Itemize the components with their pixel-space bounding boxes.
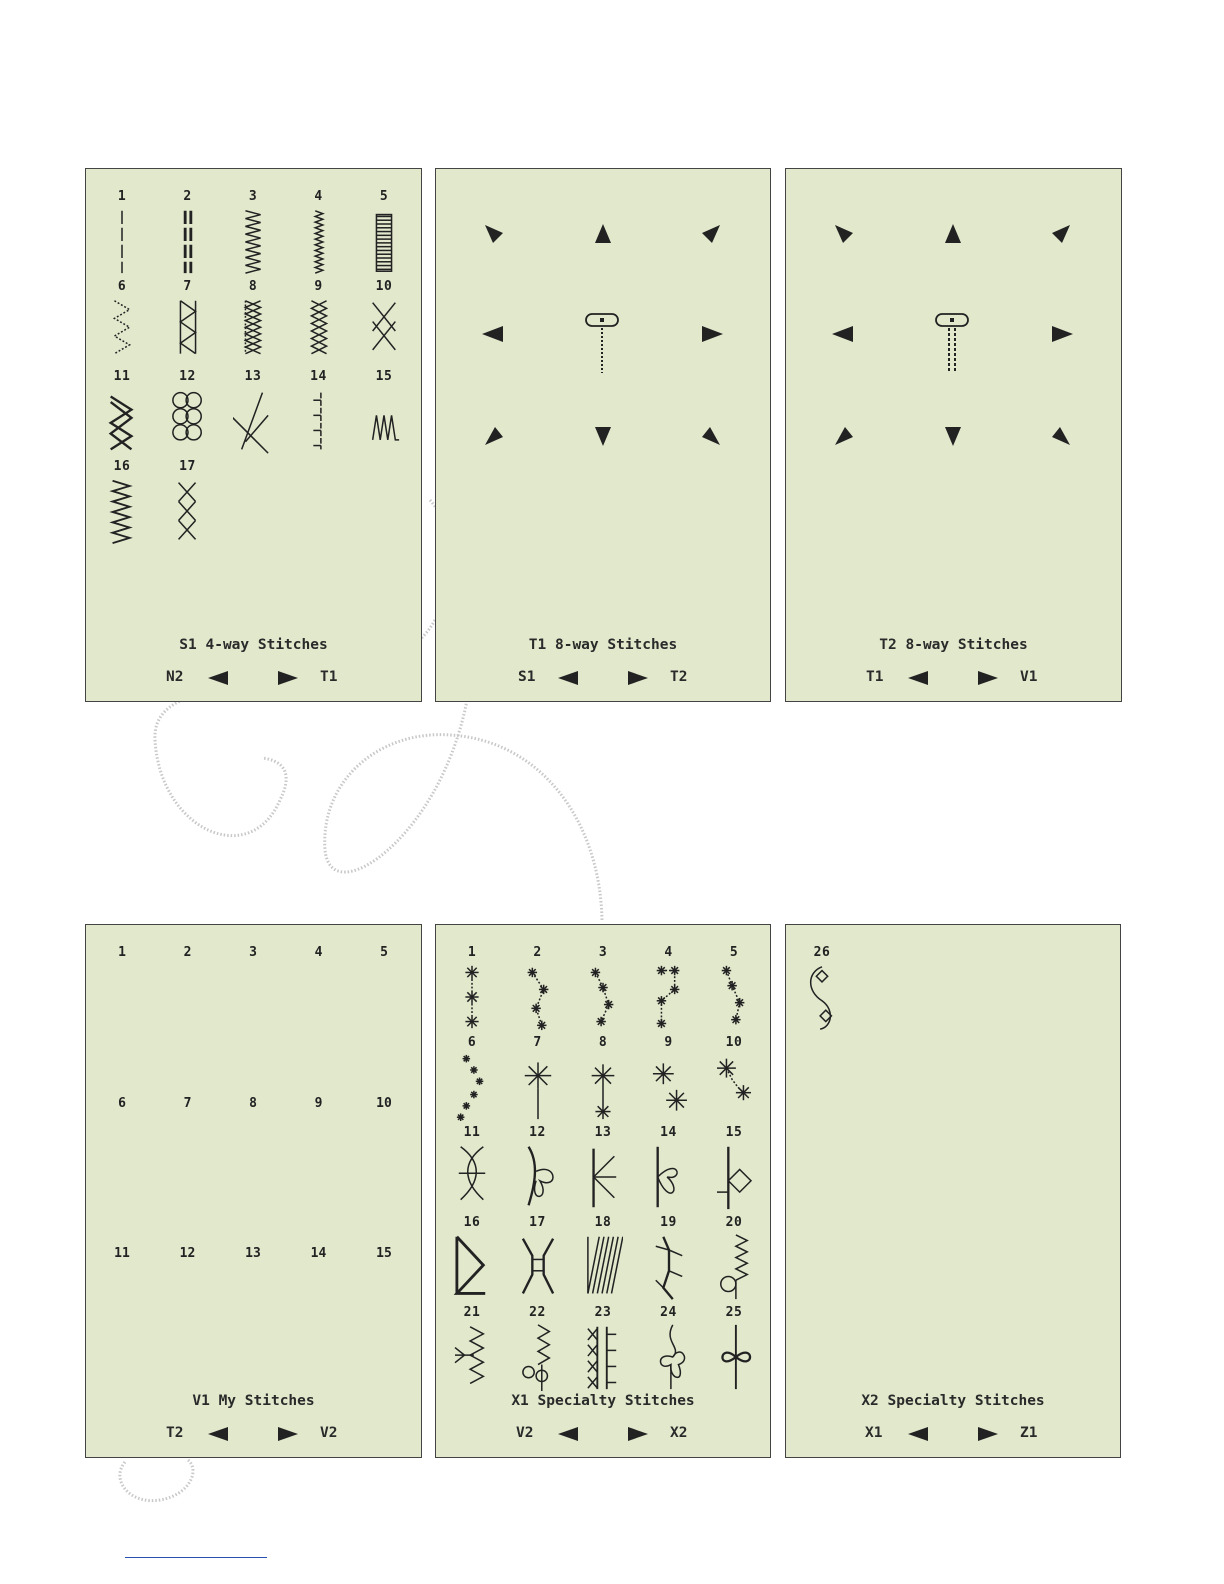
- stitch-cell[interactable]: [294, 189, 344, 279]
- stitch-number: 13: [594, 1125, 612, 1140]
- left-arrow-icon[interactable]: [481, 325, 505, 343]
- stitch-number: 8: [248, 279, 258, 294]
- stitch-number: 8: [598, 1035, 608, 1050]
- prev-page-label[interactable]: T2: [166, 1425, 184, 1441]
- stitch-cell[interactable]: [709, 1215, 759, 1305]
- diagonal-down-left-arrow-icon[interactable]: [833, 425, 855, 447]
- star-arc-icon: [714, 963, 754, 1031]
- stitch-cell[interactable]: [359, 279, 409, 369]
- stitch-cell[interactable]: [447, 1215, 497, 1305]
- honeycomb-icon: [168, 387, 208, 455]
- stitch-cell[interactable]: [644, 945, 694, 1035]
- stitch-cell[interactable]: [97, 279, 147, 369]
- my-stitch-slot[interactable]: 1: [118, 945, 126, 960]
- chevron-zigzag-icon: [102, 387, 142, 455]
- stitch-number: 26: [813, 945, 831, 960]
- diagonal-up-left-arrow-icon[interactable]: [483, 223, 505, 245]
- stitch-number: 10: [375, 279, 393, 294]
- stitch-cell[interactable]: [447, 1035, 497, 1125]
- up-arrow-icon[interactable]: [943, 223, 963, 245]
- prev-arrow-icon[interactable]: [208, 1427, 230, 1441]
- satin-stitch-icon: [364, 207, 404, 275]
- stitch-number: 3: [598, 945, 608, 960]
- lattice-icon: [452, 1143, 492, 1211]
- three-step-zigzag-icon: [299, 207, 339, 275]
- panel-title: T2 8-way Stitches: [879, 637, 1028, 653]
- next-page-label[interactable]: X2: [670, 1425, 688, 1441]
- stitch-cell[interactable]: [228, 369, 278, 459]
- stitch-cell[interactable]: [513, 1305, 563, 1395]
- prev-page-label[interactable]: S1: [518, 669, 536, 685]
- stitch-cell[interactable]: [644, 1305, 694, 1395]
- stitch-cell[interactable]: [447, 1305, 497, 1395]
- stitch-cell[interactable]: [709, 1305, 759, 1395]
- stitch-number: 11: [463, 1125, 481, 1140]
- panel-title: X1 Specialty Stitches: [511, 1393, 695, 1409]
- stitch-cell[interactable]: [644, 1215, 694, 1305]
- down-arrow-icon[interactable]: [943, 425, 963, 447]
- stitch-number: 6: [117, 279, 127, 294]
- my-stitch-slot[interactable]: 14: [310, 1246, 327, 1261]
- starburst-trail-icon: [714, 1053, 754, 1121]
- diamond-stem-icon: [714, 1143, 754, 1211]
- stitch-number: 3: [248, 189, 258, 204]
- prev-arrow-icon[interactable]: [558, 671, 580, 685]
- prev-page-label[interactable]: X1: [865, 1425, 883, 1441]
- stitch-cell[interactable]: [578, 1305, 628, 1395]
- triple-straight-stitch-icon: [168, 207, 208, 275]
- next-arrow-icon[interactable]: [276, 1427, 298, 1441]
- stitch-cell[interactable]: [228, 189, 278, 279]
- stitch-number: 20: [725, 1215, 743, 1230]
- my-stitch-slot[interactable]: 7: [183, 1095, 192, 1111]
- stitch-number: 7: [533, 1035, 542, 1050]
- stitch-cell[interactable]: [578, 1215, 628, 1305]
- my-stitch-slot[interactable]: 11: [114, 1246, 130, 1261]
- ribbon-icon: [649, 1323, 689, 1391]
- panel-t1: [435, 168, 771, 702]
- double-overlock-icon: [299, 297, 339, 365]
- my-stitch-slot[interactable]: 6: [118, 1095, 126, 1111]
- diagonal-up-right-arrow-icon[interactable]: [700, 223, 722, 245]
- stitch-number: 19: [660, 1215, 677, 1230]
- panel-t2: [785, 168, 1122, 702]
- blind-hem-icon: [299, 387, 339, 455]
- stitch-cell[interactable]: [513, 1035, 563, 1125]
- stitch-cell[interactable]: [513, 1125, 563, 1215]
- scroll-diamond-icon: [802, 963, 842, 1031]
- next-arrow-icon[interactable]: [976, 1427, 998, 1441]
- diagonal-lines-icon: [583, 1233, 623, 1301]
- zigzag-stitch-icon: [233, 207, 273, 275]
- stitch-number: 7: [183, 279, 192, 294]
- stitch-number: 16: [463, 1215, 481, 1230]
- stitch-number: 24: [660, 1305, 677, 1320]
- next-arrow-icon[interactable]: [976, 671, 998, 685]
- panel-x1: [435, 924, 771, 1458]
- my-stitch-slot[interactable]: 3: [249, 945, 257, 960]
- star-step-icon: [649, 963, 689, 1031]
- stitch-number: 15: [375, 369, 393, 384]
- panel-title: X2 Specialty Stitches: [861, 1393, 1045, 1409]
- elastic-blind-hem-icon: [364, 387, 404, 455]
- my-stitch-slot[interactable]: 10: [376, 1095, 392, 1111]
- stitch-number: 13: [244, 369, 262, 384]
- flower-stem-icon: [649, 1143, 689, 1211]
- next-arrow-icon[interactable]: [626, 1427, 648, 1441]
- prev-arrow-icon[interactable]: [558, 1427, 580, 1441]
- branch-icon: [649, 1233, 689, 1301]
- stitch-cell[interactable]: [163, 459, 213, 549]
- stitch-number: 6: [467, 1035, 477, 1050]
- stitch-number: 12: [179, 369, 196, 384]
- diagonal-down-right-arrow-icon[interactable]: [700, 425, 722, 447]
- next-page-label[interactable]: V1: [1020, 669, 1038, 685]
- my-stitch-slot[interactable]: 15: [376, 1246, 392, 1261]
- stitch-cell[interactable]: [578, 1035, 628, 1125]
- stitch-cell[interactable]: [644, 1035, 694, 1125]
- prev-page-label[interactable]: V2: [516, 1425, 534, 1441]
- prev-page-label[interactable]: T1: [866, 669, 884, 685]
- stretch-overlock-icon: [233, 297, 273, 365]
- dotted-zigzag-icon: [102, 297, 142, 365]
- my-stitch-slot[interactable]: 13: [245, 1246, 261, 1261]
- fern-icon: [583, 1143, 623, 1211]
- stitch-cell[interactable]: [359, 369, 409, 459]
- prev-arrow-icon[interactable]: [208, 671, 230, 685]
- stitch-cell[interactable]: [294, 369, 344, 459]
- my-stitch-slot[interactable]: 8: [249, 1095, 257, 1111]
- stitch-number: 5: [729, 945, 739, 960]
- stitch-number: 18: [594, 1215, 612, 1230]
- stitch-number: 14: [660, 1125, 677, 1140]
- dense-zigzag-icon: [102, 477, 142, 545]
- big-zigzag-icon: [452, 1233, 492, 1301]
- diagonal-down-left-arrow-icon[interactable]: [483, 425, 505, 447]
- stitch-number: 5: [379, 189, 389, 204]
- stitch-cell[interactable]: [97, 189, 147, 279]
- stitch-number: 1: [467, 945, 477, 960]
- twin-starburst-icon: [649, 1053, 689, 1121]
- stitch-number: 23: [594, 1305, 612, 1320]
- right-arrow-icon[interactable]: [1050, 325, 1074, 343]
- next-arrow-icon[interactable]: [276, 671, 298, 685]
- prev-arrow-icon[interactable]: [908, 671, 930, 685]
- stitch-number: 1: [117, 189, 127, 204]
- stitch-number: 4: [314, 189, 323, 204]
- my-stitch-slot[interactable]: 4: [314, 945, 323, 960]
- my-stitch-slot[interactable]: 12: [179, 1246, 196, 1261]
- star-column-icon: [452, 963, 492, 1031]
- straight-stitch-icon: [102, 207, 142, 275]
- cross-stitch-icon: [364, 297, 404, 365]
- stitch-cell[interactable]: [578, 1125, 628, 1215]
- panel-s1: [85, 168, 422, 702]
- stitch-number: 14: [310, 369, 327, 384]
- arrow-zigzag-icon: [452, 1323, 492, 1391]
- zigzag-loop-icon: [714, 1233, 754, 1301]
- stitch-cell[interactable]: [294, 279, 344, 369]
- stitch-number: 9: [664, 1035, 673, 1050]
- stitch-number: 17: [179, 459, 196, 474]
- my-stitch-slot[interactable]: 5: [380, 945, 388, 960]
- my-stitch-slot[interactable]: 2: [183, 945, 192, 960]
- prev-arrow-icon[interactable]: [908, 1427, 930, 1441]
- stitch-cell[interactable]: [513, 1215, 563, 1305]
- next-page-label[interactable]: Z1: [1020, 1425, 1038, 1441]
- next-page-label[interactable]: V2: [320, 1425, 338, 1441]
- double-starburst-icon: [583, 1053, 623, 1121]
- stitch-cell[interactable]: [359, 189, 409, 279]
- stitch-number: 11: [113, 369, 131, 384]
- stitch-cell[interactable]: [97, 369, 147, 459]
- stitch-number: 21: [463, 1305, 481, 1320]
- star-wave-icon: [518, 963, 558, 1031]
- double-cross-icon: [168, 477, 208, 545]
- stitch-number: 22: [529, 1305, 546, 1320]
- stitch-number: 15: [725, 1125, 743, 1140]
- panel-x2: [785, 924, 1121, 1458]
- leaf-branch-icon: [518, 1143, 558, 1211]
- next-page-label[interactable]: T2: [670, 669, 688, 685]
- footer-link-underline[interactable]: [125, 1557, 267, 1558]
- diagonal-up-left-arrow-icon[interactable]: [833, 223, 855, 245]
- stitch-cell[interactable]: [797, 945, 847, 1035]
- triple-needle-position-icon: [934, 311, 970, 375]
- cross-ladder-icon: [583, 1323, 623, 1391]
- stitch-number: 25: [725, 1305, 743, 1320]
- wide-cross-icon: [233, 387, 273, 455]
- diagonal-up-right-arrow-icon[interactable]: [1050, 223, 1072, 245]
- stitch-cell[interactable]: [97, 459, 147, 549]
- up-arrow-icon[interactable]: [593, 223, 613, 245]
- stitch-cell[interactable]: [163, 189, 213, 279]
- next-arrow-icon[interactable]: [626, 671, 648, 685]
- stitch-number: 4: [664, 945, 673, 960]
- stitch-number: 9: [314, 279, 323, 294]
- stitch-cell[interactable]: [644, 1125, 694, 1215]
- next-page-label[interactable]: T1: [320, 669, 338, 685]
- zigzag-loops-icon: [518, 1323, 558, 1391]
- stitch-number: 2: [533, 945, 542, 960]
- stitch-cell[interactable]: [578, 945, 628, 1035]
- panel-title: S1 4-way Stitches: [179, 637, 328, 653]
- stitch-cell[interactable]: [709, 1125, 759, 1215]
- panel-v1: [85, 924, 422, 1458]
- down-arrow-icon[interactable]: [593, 425, 613, 447]
- stitch-number: 12: [529, 1125, 546, 1140]
- stitch-cell[interactable]: [513, 945, 563, 1035]
- star-curve-icon: [583, 963, 623, 1031]
- stitch-cell[interactable]: [163, 369, 213, 459]
- overlock-icon: [168, 297, 208, 365]
- stitch-number: 16: [113, 459, 131, 474]
- starburst-icon: [518, 1053, 558, 1121]
- stitch-cell[interactable]: [709, 945, 759, 1035]
- prev-page-label[interactable]: N2: [166, 669, 184, 685]
- star-bend-icon: [452, 1053, 492, 1121]
- stitch-cell[interactable]: [163, 279, 213, 369]
- panel-title: T1 8-way Stitches: [528, 637, 678, 653]
- my-stitch-slot[interactable]: 9: [314, 1095, 323, 1111]
- panel-title: V1 My Stitches: [192, 1393, 315, 1409]
- right-arrow-icon[interactable]: [700, 325, 724, 343]
- stitch-cell[interactable]: [709, 1035, 759, 1125]
- stitch-cell[interactable]: [447, 945, 497, 1035]
- stitch-number: 10: [725, 1035, 743, 1050]
- stitch-number: 2: [183, 189, 192, 204]
- hourglass-icon: [518, 1233, 558, 1301]
- infinity-icon: [714, 1323, 754, 1391]
- diagonal-down-right-arrow-icon[interactable]: [1050, 425, 1072, 447]
- needle-position-icon: [584, 311, 620, 375]
- stitch-cell[interactable]: [228, 279, 278, 369]
- stitch-cell[interactable]: [447, 1125, 497, 1215]
- left-arrow-icon[interactable]: [831, 325, 855, 343]
- stitch-number: 17: [529, 1215, 546, 1230]
